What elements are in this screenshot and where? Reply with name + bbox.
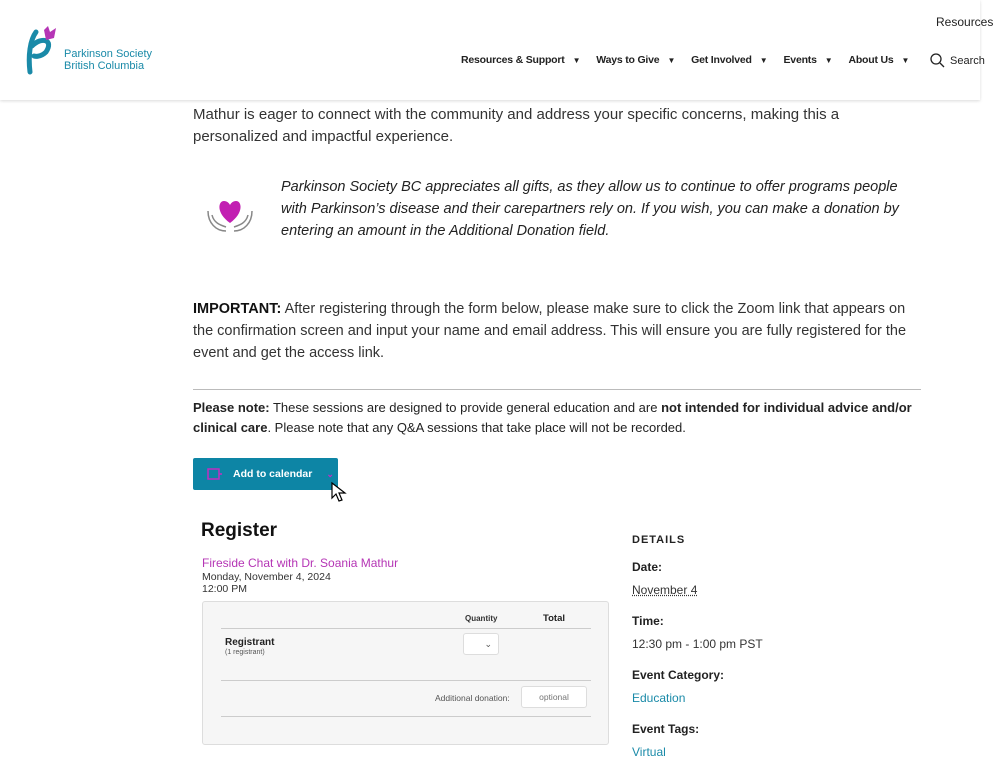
quantity-header: Quantity xyxy=(465,614,498,623)
tags-label: Event Tags: xyxy=(632,722,700,736)
main-nav xyxy=(461,54,909,66)
category-label: Event Category: xyxy=(632,668,725,682)
caret-down-icon: ▼ xyxy=(901,56,910,65)
chevron-down-icon: ⌄ xyxy=(484,639,492,649)
logo-line2: British Columbia xyxy=(64,60,145,72)
intro-text: Mathur is eager to connect with the community and address your specific concerns, making this a personalized and impactful experience. xyxy=(193,106,840,145)
tag-link[interactable]: Virtual xyxy=(632,745,666,759)
nav-resources-support[interactable]: Resources & Support ▼ xyxy=(461,54,581,66)
caret-down-icon: ▼ xyxy=(824,56,833,65)
nav-events[interactable]: Events ▼ xyxy=(783,54,833,66)
donation-input[interactable] xyxy=(521,686,587,708)
add-to-calendar-button[interactable]: Add to calendar ⌄ xyxy=(193,458,338,490)
time-label: Time: xyxy=(632,614,664,628)
event-name-link[interactable]: Fireside Chat with Dr. Soania Mathur xyxy=(202,556,399,570)
logo-line1: Parkinson Society xyxy=(64,48,153,60)
register-heading: Register xyxy=(201,520,278,541)
registration-form xyxy=(202,601,609,745)
caret-down-icon: ▼ xyxy=(759,56,768,65)
event-details xyxy=(632,534,763,776)
site-header xyxy=(0,0,993,100)
date-value: November 4 xyxy=(632,583,698,597)
caret-down-icon: ▼ xyxy=(572,56,581,65)
nav-about-us[interactable]: About Us ▼ xyxy=(848,54,910,66)
logo-icon xyxy=(22,26,60,74)
heart-hands-icon xyxy=(206,193,254,235)
ticket-name: Registrant xyxy=(225,637,275,648)
nav-ways-to-give[interactable]: Ways to Give ▼ xyxy=(596,54,676,66)
donation-message: Parkinson Society BC appreciates all gifts, as they allow us to continue to offer programs people with Parkinson’s disease and their carepartners rely on. If you wish, you can make a donation by entering an amount in the Additional Donation field. xyxy=(281,179,899,239)
divider xyxy=(193,389,921,390)
nav-get-involved[interactable]: Get Involved ▼ xyxy=(691,54,768,66)
ticket-subtitle: (1 registrant) xyxy=(225,649,265,656)
details-heading: DETAILS xyxy=(632,534,686,546)
donation-label: Additional donation: xyxy=(435,693,510,703)
event-datetime: Monday, November 4, 2024 12:00 PM xyxy=(202,571,331,595)
important-notice: IMPORTANT: After registering through the form below, please make sure to click the Zoom link that appears on the confirmation screen and input your name and email address. This will ensure you are fully registered for the event and get the access link. xyxy=(193,301,907,361)
please-note: Please note: These sessions are designed to provide general education and are not intended for individual advice and/or clinical care. Please note that any Q&A sessions that take place will not be recorded. xyxy=(193,400,912,435)
quantity-select[interactable] xyxy=(463,633,499,655)
chevron-down-icon: ⌄ xyxy=(326,468,334,479)
total-header: Total xyxy=(543,613,565,624)
caret-down-icon: ▼ xyxy=(667,56,676,65)
calendar-icon xyxy=(207,468,223,480)
search-icon xyxy=(930,53,945,68)
time-value: 12:30 pm - 1:00 pm PST xyxy=(632,637,763,651)
date-label: Date: xyxy=(632,560,663,574)
mouse-cursor-icon xyxy=(331,482,351,504)
search-button[interactable]: Search xyxy=(930,53,985,68)
category-link[interactable]: Education xyxy=(632,691,686,705)
utility-link-resources[interactable]: Resources xyxy=(936,15,993,29)
logo[interactable] xyxy=(22,26,152,74)
